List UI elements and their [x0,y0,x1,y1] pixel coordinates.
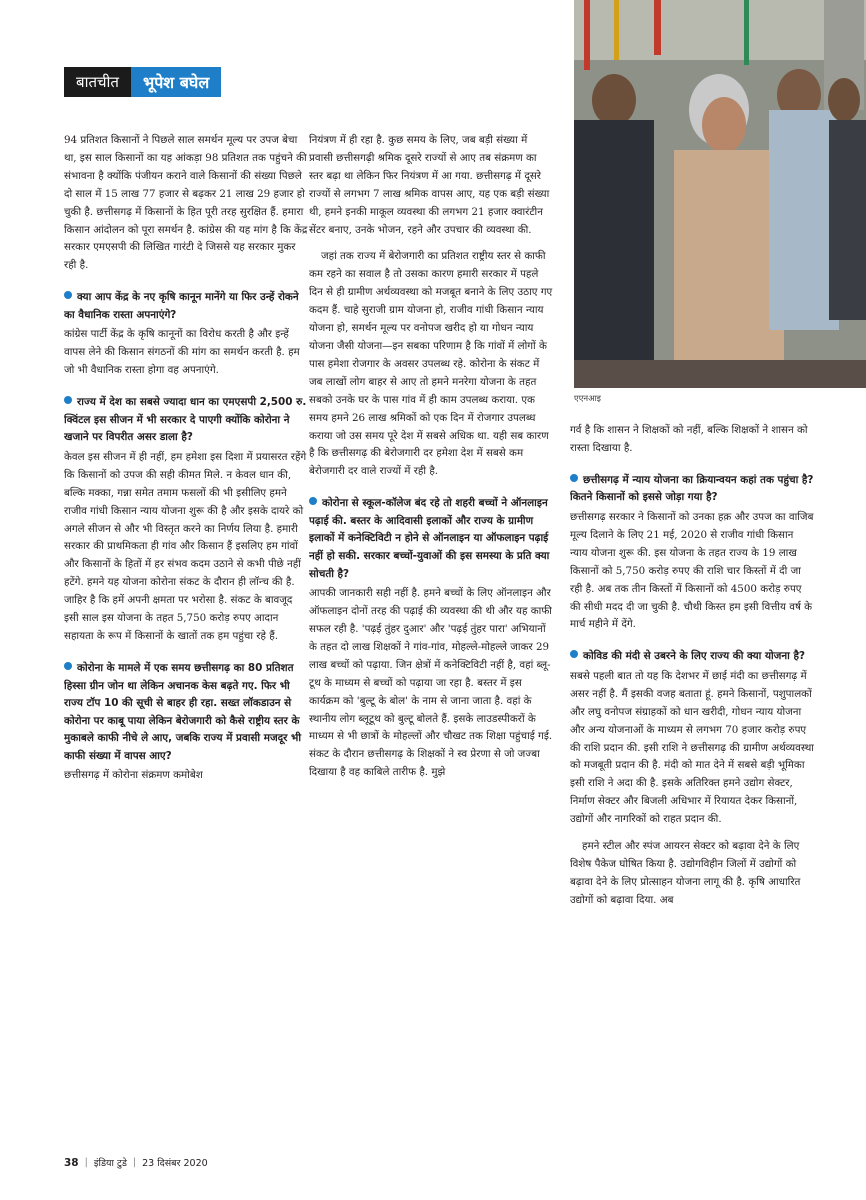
answer: छत्तीसगढ़ में कोरोना संक्रमण कमोबेश [64,769,203,782]
page-number: 38 [64,1156,79,1169]
footer-separator: | [84,1157,88,1168]
question: कोरोना से स्कूल-कॉलेज बंद रहे तो शहरी बच्चों ने ऑनलाइन पढ़ाई की. बस्तर के आदिवासी इलाकों और राज्य के ग्रामीण इलाकों में कनेक्टिविटी न होने से ऑनलाइन या ऑफलाइन पढ़ाई नहीं हो सकी. सरकार बच्चों-युवाओं की इस समस्या के प्रति क्या सोचती है? [309,497,550,580]
bullet-icon [64,396,72,404]
article-column-1 [64,132,308,1144]
article-column-2 [309,132,553,1144]
section-header [64,67,221,97]
bullet-icon [570,474,578,482]
article-photo [574,0,866,388]
interviewee-name: भूपेश बघेल [131,67,221,97]
question: छत्तीसगढ़ में न्याय योजना का क्रियान्वयन कहां तक पहुंचा है? कितने किसानों को इससे जोड़ा गया है? [570,473,814,504]
photo-credit: एएनआइ [574,394,601,404]
bullet-icon [64,662,72,670]
paragraph: नियंत्रण में ही रहा है. कुछ समय के लिए, जब बड़ी संख्या में प्रवासी छत्तीसगढ़ी श्रमिक दूसरे राज्यों से आए तब संक्रमण का स्तर बढ़ा था लेकिन फिर नियंत्रण में आ गया. छत्तीसगढ़ में दूसरे राज्यों से लगभग 7 लाख श्रमिक वापस आए, यह एक बड़ी संख्या थी, हमने इनकी माकूल व्यवस्था की लगभग 21 हजार क्वारंटीन सेंटर बनाए, उनके भोजन, रहने और उपचार की व्यवस्था की. [309,134,550,236]
paragraph: हमने स्टील और स्पंज आयरन सेक्टर को बढ़ावा देने के लिए विशेष पैकेज घोषित किया है. उद्योगविहीन जिलों में उद्योगों को बढ़ावा देने के लिए प्रोत्साहन योजना लागू की है. कृषि आधारित उद्योगों को बढ़ावा दिया. अब [570,840,801,906]
bullet-icon [570,650,578,658]
answer: केवल इस सीजन में ही नहीं, हम हमेशा इस दिशा में प्रयासरत रहेंगे कि किसानों को उपज की सही कीमत मिले. न केवल धान की, बल्कि मक्का, गन्ना समेत तमाम फसलों की भी इसीलिए हमने राजीव गांधी किसान न्याय योजना शुरू की है और इसके दायरे को अगले सीजन से और भी विस्तृत करने का निर्णय लिया है. हमारी सरकार की प्राथमिकता ही गांव और किसान हैं इसलिए हम गांवों और किसानों के हितों में हर संभव कदम उठाने से कभी पीछे नहीं हटेंगे. हमने यह योजना कोरोना संकट के दौरान ही लॉन्च की है. जाहिर है कि हमें अपनी क्षमता पर भरोसा है. संकट के बावजूद इसी साल इस योजना के तहत 5,750 करोड़ रुपए आदान सहायता के रूप में किसानों के खातों तक हम पहुंचा रहे हैं. [64,450,307,642]
question: कोरोना के मामले में एक समय छत्तीसगढ़ का 80 प्रतिशत हिस्सा ग्रीन जोन था लेकिन अचानक केस बढ़ते गए. फिर भी राज्य टॉप 10 की सूची से बाहर ही रहा. सख्त लॉकडाउन से कोरोना पर काबू पाया लेकिन बेरोजगारी को कैसे राष्ट्रीय स्तर के मुकाबले काफी नीचे ले आए, जबकि राज्य में प्रवासी मजदूर भी काफी संख्या में वापस आए? [64,661,302,762]
question: क्या आप केंद्र के नए कृषि कानून मानेंगे या फिर उन्हें रोकने का वैधानिक रास्ता अपनाएंगे? [64,291,299,321]
article-column-3 [570,422,814,1146]
answer: सबसे पहली बात तो यह कि देशभर में छाई मंदी का छत्तीसगढ़ में असर नहीं है. मैं इसकी वजह बताता हूं. हमने किसानों, पशुपालकों और लघु वनोपज संग्राहकों को धान खरीदी, गोधन न्याय योजना और अन्य योजनाओं के माध्यम से लगभग 70 हजार करोड़ रुपए की राशि प्रदान की. इसी राशि ने छत्तीसगढ़ की ग्रामीण अर्थव्यवस्था को मजबूती प्रदान की है. मंदी को मात देने में सबसे बड़ी भूमिका इसी राशि ने अदा की है. इसके अतिरिक्त हमने उद्योग सेक्टर, निर्माण सेक्टर और बिजली अधिभार में रियायत देकर किसानों, उद्योगों और नागरिकों को राहत प्रदान की. [570,669,814,826]
question: राज्य में देश का सबसे ज्यादा धान का एमएसपी 2,500 रु. क्विंटल इस सीजन में भी सरकार दे पाएगी क्योंकि कोरोना ने खजाने पर विपरीत असर डाला है? [64,396,307,444]
paragraph: 94 प्रतिशत किसानों ने पिछले साल समर्थन मूल्य पर उपज बेचा था, इस साल किसानों का यह आंकड़ा 98 प्रतिशत तक पहुंचने की संभावना है क्योंकि पंजीयन कराने वाले किसानों की संख्या पिछले दो साल में 15 लाख 77 हजार से बढ़कर 21 लाख 29 हजार हो चुकी है. छत्तीसगढ़ में किसानों के हित पूरी तरह सुरक्षित हैं. हमारा किसान आंदोलन को पूरा समर्थन है. कांग्रेस की यह मांग है कि केंद्र सरकार एमएसपी की लिखित गारंटी दे जिससे यह सरकार मुकर रही है. [64,134,308,272]
answer: कांग्रेस पार्टी केंद्र के कृषि कानूनों का विरोध करती है और इन्हें वापस लेने की किसान संगठनों की मांग का समर्थन करती है. हम जो भी वैधानिक रास्ता होगा वह अपनाएंगे. [64,328,300,377]
paragraph: गर्व है कि शासन ने शिक्षकों को नहीं, बल्कि शिक्षकों ने शासन को रास्ता दिखाया है. [570,424,808,454]
answer: छत्तीसगढ़ सरकार ने किसानों को उनका हक़ और उपज का वाजिब मूल्य दिलाने के लिए 21 मई, 2020 से राजीव गांधी किसान न्याय योजना शुरू की. इस योजना के तहत राज्य के 19 लाख किसानों को 5,750 करोड़ रुपए की राशि चार किस्तों में दी जा रही है. अब तक तीन किस्तों में किसानों को 4500 करोड़ रुपए की सीधी मदद दी जा चुकी है. चौथी किस्त हम इसी वित्तीय वर्ष के मार्च महीने में देंगे. [570,511,814,631]
bullet-icon [309,497,317,505]
answer: आपकी जानकारी सही नहीं है. हमने बच्चों के लिए ऑनलाइन और ऑफलाइन दोनों तरह की पढ़ाई की व्यवस्था की थी और यह काफी सफल रही है. 'पढ़ई तुंहर दुआर' और 'पढ़ई तुंहर पारा' अभियानों के तहत दो लाख शिक्षकों ने गांव-गांव, मोहल्ले-मोहल्ले जाकर 29 लाख बच्चों को पढ़ाया. जिन क्षेत्रों में कनेक्टिविटी नहीं है, वहां ब्लू-टूथ के माध्यम से बच्चों को पढ़ाया जा रहा है. बस्तर में इस कार्यक्रम को 'बुल्टू के बोल' के नाम से जाना जाता है. वहां के स्थानीय लोग ब्लूटूथ को बुल्टू बोलते हैं. इसके लाउडस्पीकरों के माध्यम से भी छात्रों के मोहल्लों और चौखट तक शिक्षा पहुंचाई गई. संकट के दौरान छत्तीसगढ़ के शिक्षकों ने स्व प्रेरणा से जो जज्बा दिखाया है वह काबिले तारीफ है. मुझे [309,587,553,779]
issue-date: 23 दिसंबर 2020 [142,1158,208,1169]
question: कोविड की मंदी से उबरने के लिए राज्य की क्या योजना है? [570,648,814,666]
paragraph: जहां तक राज्य में बेरोजगारी का प्रतिशत राष्ट्रीय स्तर से काफी कम रहने का सवाल है तो उसका कारण हमारी सरकार में पहले दिन से ही ग्रामीण अर्थव्यवस्था को मजबूत बनाने के लिए उठाए गए कदम हैं. चाहे सुराजी ग्राम योजना हो, राजीव गांधी किसान न्याय योजना हो, समर्थन मूल्य पर वनोपज खरीद हो या गोधन न्याय योजना जैसी योजना—इन सबका परिणाम है कि गांवों में लोगों के पास हमेशा रोजगार के अवसर उपलब्ध रहे. कोरोना के संकट में जब लाखों लोग बाहर से आए तो हमने मनरेगा योजना के तहत सबको उनके घर के पास गांव में ही काम उपलब्ध कराया. एक समय हमने 26 लाख श्रमिकों को एक दिन में रोजगार उपलब्ध कराया जो उस समय पूरे देश में सबसे अधिक था. यही सब कारण है कि छत्तीसगढ़ की बेरोजगारी दर हमेशा देश में सबसे कम बेरोजगारी दर वाले राज्यों में रही है. [309,250,553,478]
bullet-icon [64,291,72,299]
page-footer [64,1156,208,1169]
section-kicker: बातचीत [64,67,131,97]
footer-separator: | [132,1157,137,1168]
photo-illustration [574,0,866,388]
magazine-name: इंडिया टुडे [93,1158,127,1169]
